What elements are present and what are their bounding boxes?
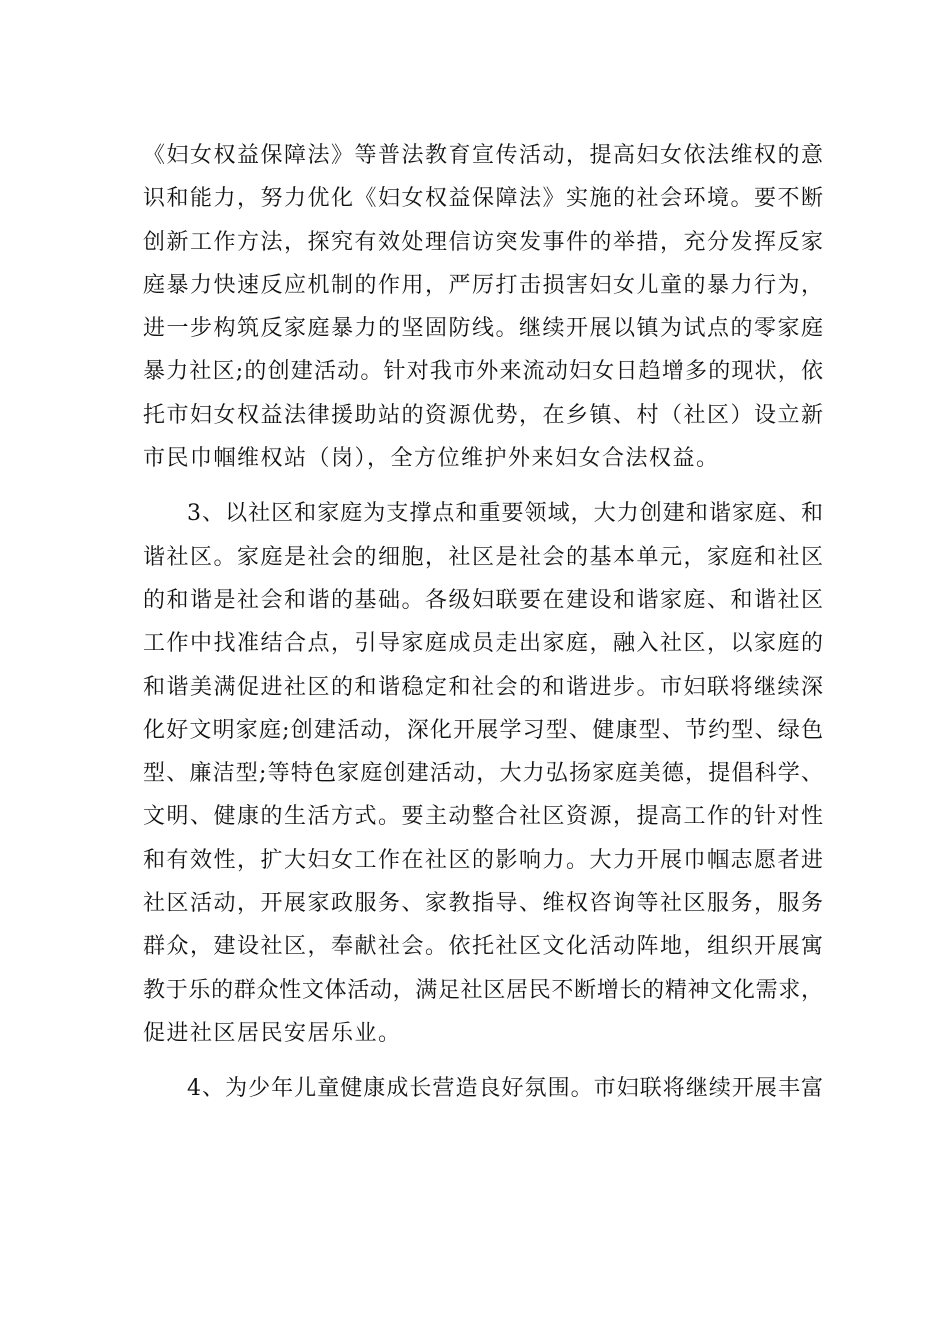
text-line: 社区活动，开展家政服务、家教指导、维权咨询等社区服务，服务	[143, 891, 823, 917]
text-line: 谐社区。家庭是社会的细胞，社区是社会的基本单元，家庭和社区	[143, 544, 823, 570]
text-line: 市民巾帼维权站（岗），全方位维护外来妇女合法权益。	[143, 446, 720, 472]
text-line: 进一步构筑反家庭暴力的坚固防线。继续开展以镇为试点的零家庭	[143, 316, 823, 342]
text-line: 庭暴力快速反应机制的作用，严厉打击损害妇女儿童的暴力行为，	[143, 272, 823, 298]
text-line: 和有效性，扩大妇女工作在社区的影响力。大力开展巾帼志愿者进	[143, 847, 823, 873]
text-line: 教于乐的群众性文体活动，满足社区居民不断增长的精神文化需求，	[143, 977, 823, 1003]
paragraph-3	[143, 1067, 823, 1110]
text-line: 暴力社区;的创建活动。针对我市外来流动妇女日趋增多的现状，依	[143, 359, 823, 385]
text-line: 文明、健康的生活方式。要主动整合社区资源，提高工作的针对性	[143, 804, 823, 830]
paragraph-1	[143, 134, 823, 480]
text-line: 识和能力，努力优化《妇女权益保障法》实施的社会环境。要不断	[143, 186, 823, 212]
text-line: 托市妇女权益法律援助站的资源优势，在乡镇、村（社区）设立新	[143, 402, 823, 428]
text-line: 型、廉洁型;等特色家庭创建活动，大力弘扬家庭美德，提倡科学、	[143, 761, 823, 787]
paragraph-spacer	[143, 480, 823, 492]
text-line: 化好文明家庭;创建活动，深化开展学习型、健康型、节约型、绿色	[143, 717, 823, 743]
text-line: 3、以社区和家庭为支撑点和重要领域，大力创建和谐家庭、和	[187, 501, 823, 527]
text-line: 促进社区居民安居乐业。	[143, 1020, 402, 1046]
text-line: 群众，建设社区，奉献社会。依托社区文化活动阵地，组织开展寓	[143, 934, 823, 960]
document-body	[143, 134, 823, 1111]
text-line: 的和谐是社会和谐的基础。各级妇联要在建设和谐家庭、和谐社区	[143, 587, 823, 613]
paragraph-spacer	[143, 1055, 823, 1067]
text-line: 和谐美满促进社区的和谐稳定和社会的和谐进步。市妇联将继续深	[143, 674, 823, 700]
text-line: 《妇女权益保障法》等普法教育宣传活动，提高妇女依法维权的意	[143, 143, 823, 168]
text-line: 创新工作方法，探究有效处理信访突发事件的举措，充分发挥反家	[143, 229, 823, 255]
text-line: 4、为少年儿童健康成长营造良好氛围。市妇联将继续开展丰富	[187, 1076, 823, 1102]
text-line: 工作中找准结合点，引导家庭成员走出家庭，融入社区，以家庭的	[143, 631, 823, 657]
paragraph-2	[143, 492, 823, 1055]
